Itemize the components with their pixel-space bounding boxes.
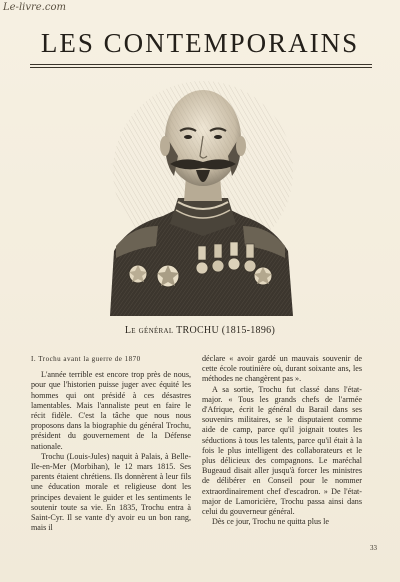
caption-dates: (1815-1896)	[221, 325, 276, 336]
watermark: Le-livre.com	[3, 2, 66, 13]
section-heading: I. Trochu avant la guerre de 1870	[31, 355, 141, 363]
header-rule-bottom	[30, 67, 372, 68]
left-column	[31, 354, 191, 533]
paragraph: L'année terrible est encore trop près de nous, pour que l'historien puisse juger avec équité les hommes qui ont présidé à ces désastres lamentables. Mais l'annaliste peut en faire le récit fidèle. C'est la tâche que nous nous proposons dans la biographie du général Trochu, président du gouvernement de la Défense nationale.	[31, 370, 191, 451]
paragraph: Trochu (Louis-Jules) naquit à Palais, à Belle-Ile-en-Mer (Morbihan), le 12 mars 1815. Ses parents étaient chrétiens. Ils donnèrent à leur fils une éducation morale et religieuse dont les principes devaient le guider et les sentiments le soutenir toute sa vie. En 1835, Trochu entra à Saint-Cyr. Il se vante d'y avoir eu un bon rang, mais il	[31, 451, 191, 533]
caption-prefix: Le général	[124, 325, 174, 336]
portrait-caption	[0, 325, 400, 336]
paragraph: A sa sortie, Trochu fut classé dans l'état-major. « Tous les grands chefs de l'armée d'Afrique, écrit le général du Barail dans ses souvenirs militaires, se le disputaient comme aide de camp, parce qu'il joignait toutes les séductions à tous les talents, parce qu'il était à la fois le plus intelligent des collaborateurs et le plus délicieux des compagnons. Le maréchal Bugeaud disait aller jusqu'à forcer les ministres de délibérer en Conseil pour le nommer extraordinairement chef d'escadron. » De l'état-major de Lamoricière, Trochu passa ainsi dans celui du gouverneur général.	[202, 384, 362, 517]
page-number: 33	[370, 544, 377, 552]
header-rule-top	[30, 64, 372, 65]
right-column	[202, 354, 362, 527]
page-title: LES CONTEMPORAINS	[40, 28, 360, 58]
portrait-image	[108, 76, 293, 316]
paragraph: Dès ce jour, Trochu ne quitta plus le	[212, 517, 330, 527]
caption-name: TROCHU	[176, 325, 219, 336]
paragraph: déclare « avoir gardé un mauvais souvenir de cette école routinière où, durant soixante ans, les méthodes ne changèrent pas ».	[202, 354, 362, 384]
